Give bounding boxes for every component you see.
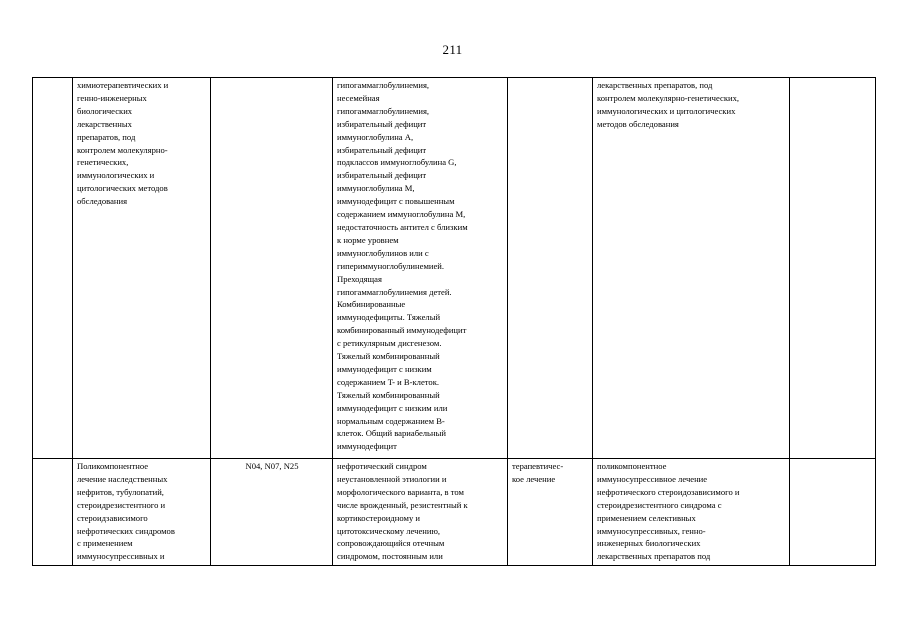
page-number: 211 — [442, 42, 463, 57]
cell-treatment-type — [508, 78, 593, 459]
text-line: биологических — [77, 105, 133, 116]
text-line: иммуноглобулина M, — [337, 183, 415, 194]
text-line: с применением — [77, 538, 133, 549]
text-line: содержанием T- и B-клеток. — [337, 376, 440, 387]
text-line: стероидрезистентного и — [77, 499, 166, 510]
medical-care-table — [32, 77, 876, 566]
cell-index — [33, 459, 73, 566]
text-line: гипериммуноглобулинемией. — [337, 260, 445, 271]
text-line: избирательный дефицит — [337, 144, 427, 155]
text-line: комбинированный иммунодефицит — [337, 325, 467, 336]
text-line: иммунодефицит — [337, 441, 397, 452]
cell-treatment-method — [593, 459, 790, 566]
text-line: морфологического варианта, в том — [337, 486, 464, 497]
text-line: иммуноглобулина A, — [337, 131, 414, 142]
text-line: кортикостероидному и — [337, 512, 420, 523]
text-line: нефротического стероидозависимого и — [597, 486, 740, 497]
text-line: Комбинированные — [337, 299, 406, 310]
text-line: Преходящая — [337, 273, 382, 284]
text-line: недостаточность антител с близким — [337, 221, 468, 232]
text-line: гипогаммаглобулинемия, — [337, 80, 430, 90]
text-line: генно-инженерных — [77, 92, 147, 103]
text-line: нефротических синдромов — [77, 525, 175, 536]
text-line: нефротический синдром — [337, 461, 427, 471]
text-line: сопровождающийся отечным — [337, 538, 445, 549]
text-line: иммунодефицит с низким или — [337, 402, 448, 413]
text-line: избирательный дефицит — [337, 170, 427, 181]
cell-treatment-type — [508, 459, 593, 566]
text-line: терапевтичес- — [512, 461, 564, 471]
text-line: кое лечение — [512, 473, 556, 484]
cell-patient-model — [333, 78, 508, 459]
text-line: несемейная — [337, 92, 380, 103]
text-line: гипогаммаглобулинемия, — [337, 105, 430, 116]
cell-icd-codes: N04, N07, N25 — [211, 459, 333, 566]
text-line: Поликомпонентное — [77, 461, 149, 471]
text-line: цитологических методов — [77, 183, 168, 194]
cell-cost — [790, 78, 876, 459]
text-line: Тяжелый комбинированный — [337, 351, 440, 362]
text-line: инженерных биологических — [597, 538, 701, 549]
text-line: числе врожденный, резистентный к — [337, 499, 468, 510]
text-line: иммунологических и цитологических — [597, 105, 736, 116]
text-line: стероидзависимого — [77, 512, 148, 523]
text-line: контролем молекулярно-генетических, — [597, 92, 740, 103]
text-line: гипогаммаглобулинемия детей. — [337, 286, 452, 297]
text-line: нефритов, тубулопатий, — [77, 486, 164, 497]
text-line: обследования — [77, 196, 128, 207]
text-line: клеток. Общий вариабельный — [337, 428, 446, 439]
cell-treatment-name — [73, 459, 211, 566]
text-line: синдромом, постоянным или — [337, 551, 443, 562]
table-row — [33, 459, 876, 566]
text-line: подклассов иммуноглобулина G, — [337, 157, 457, 168]
cell-icd-codes — [211, 78, 333, 459]
text-line: нормальным содержанием B- — [337, 415, 445, 426]
text-line: к норме уровнем — [337, 234, 399, 245]
text-line: избирательный дефицит — [337, 118, 427, 129]
text-line: Тяжелый комбинированный — [337, 389, 440, 400]
text-line: иммунологических и — [77, 170, 155, 181]
text-line: препаратов, под — [77, 131, 136, 142]
text-line: содержанием иммуноглобулина M, — [337, 209, 466, 220]
text-line: цитотоксическому лечению, — [337, 525, 441, 536]
table-row — [33, 78, 876, 459]
text-line: иммуноглобулинов или с — [337, 247, 429, 258]
text-line: методов обследования — [597, 118, 679, 129]
text-line: лекарственных препаратов под — [597, 551, 711, 562]
cell-treatment-method — [593, 78, 790, 459]
cell-treatment-name — [73, 78, 211, 459]
cell-cost — [790, 459, 876, 566]
text-line: лекарственных препаратов, под — [597, 80, 713, 90]
text-line: химиотерапевтических и — [77, 80, 169, 90]
cell-patient-model — [333, 459, 508, 566]
text-line: поликомпонентное — [597, 461, 667, 471]
text-line: лечение наследственных — [77, 473, 168, 484]
text-line: иммунодефицит с низким — [337, 363, 432, 374]
text-line: неустановленной этиологии и — [337, 473, 447, 484]
text-line: иммуносупрессивное лечение — [597, 473, 708, 484]
text-line: иммуносупрессивных, генно- — [597, 525, 706, 536]
text-line: иммунодефицит с повышенным — [337, 196, 455, 207]
text-line: контролем молекулярно- — [77, 144, 168, 155]
text-line: лекарственных — [77, 118, 132, 129]
text-line: применением селективных — [597, 512, 696, 523]
text-line: с ретикулярным дисгенезом. — [337, 338, 442, 349]
text-line: стероидрезистентного синдрома с — [597, 499, 722, 510]
text-line: иммунодефициты. Тяжелый — [337, 312, 441, 323]
text-line: иммуносупрессивных и — [77, 551, 165, 562]
cell-index — [33, 78, 73, 459]
text-line: генетических, — [77, 157, 129, 168]
